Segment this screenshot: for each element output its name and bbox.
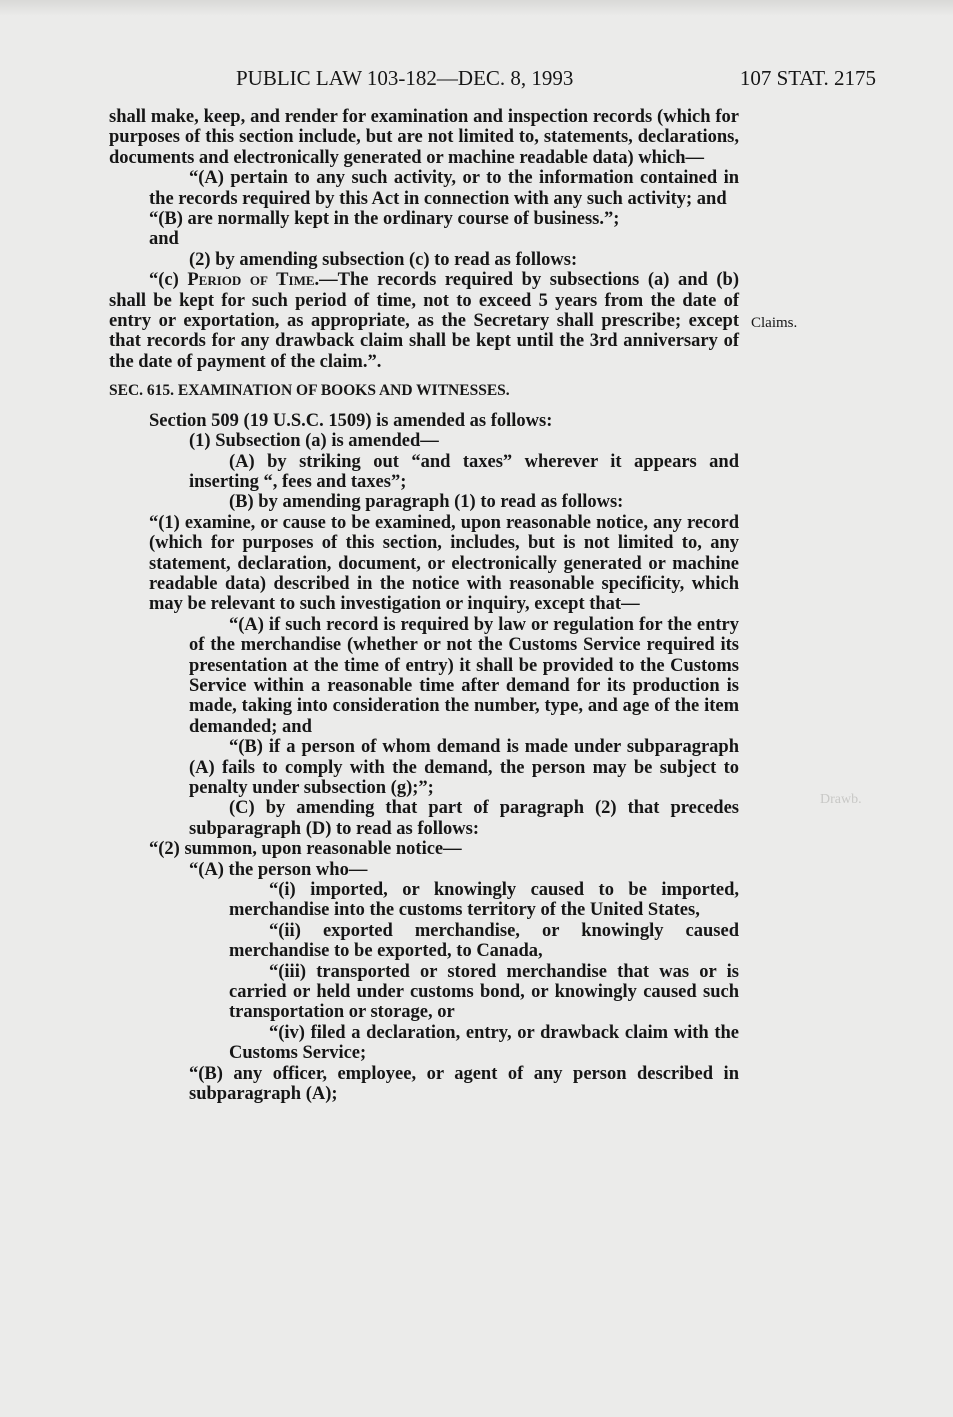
running-title: PUBLIC LAW 103-182—DEC. 8, 1993	[236, 66, 574, 90]
paragraph: (2) by amending subsection (c) to read as follows:	[189, 249, 578, 270]
scan-edge	[0, 0, 953, 16]
margin-note-claims: Claims.	[751, 315, 798, 331]
paragraph: and	[149, 229, 179, 250]
paragraph: “(ii) exported merchandise, or knowingly caused merchandise to be exported, to Canada,	[229, 920, 739, 962]
statute-page-number: 107 STAT. 2175	[739, 66, 876, 90]
paragraph: (C) by amending that part of paragraph (2) that precedes subparagraph (D) to read as follows:	[189, 798, 739, 839]
paragraph: “(B) any officer, employee, or agent of any person described in subparagraph (A);	[189, 1063, 739, 1105]
subsection-c	[109, 270, 739, 372]
paragraph: “(A) pertain to any such activity, or to the information contained in the records required by this Act in connection with any such activity; and	[149, 168, 739, 209]
paragraph: “(B) are normally kept in the ordinary course of business.”;	[149, 209, 620, 230]
subsection-label: “(c)	[149, 270, 188, 291]
paragraph: “(A) if such record is required by law or regulation for the entry of the merchandise (whether or not the Customs Service required its presentation at the time of entry) it shall be provided to the Customs Service within a reasonable time after demand for its production is made, taking into consideration the number, type, and age of the item demanded; and	[189, 614, 739, 737]
paragraph: “(B) if a person of whom demand is made under subparagraph (A) fails to comply with the demand, the person may be subject to penalty under subsection (g);”;	[189, 737, 739, 798]
paragraph: “(i) imported, or knowingly caused to be imported, merchandise into the customs territory of the United States,	[229, 880, 739, 921]
statute-body	[109, 107, 739, 1105]
paragraph: Section 509 (19 U.S.C. 1509) is amended as follows:	[149, 410, 553, 431]
subsection-heading: Period of Time	[187, 270, 315, 291]
paragraph: “(iv) filed a declaration, entry, or drawback claim with the Customs Service;	[229, 1022, 739, 1064]
section-heading: SEC. 615. EXAMINATION OF BOOKS AND WITNESSES.	[109, 382, 510, 400]
paragraph: “(2) summon, upon reasonable notice—	[149, 839, 462, 860]
paragraph: (1) Subsection (a) is amended—	[189, 431, 439, 452]
paragraph: “(1) examine, or cause to be examined, upon reasonable notice, any record (which for purposes of this section, includes, but is not limited to, any statement, declaration, document, or electronically generated or machine readable data) described in the notice with reasonable specificity, which may be relevant to such investigation or inquiry, except that—	[149, 512, 739, 615]
page-header	[236, 66, 876, 96]
paragraph: (A) by striking out “and taxes” wherever it appears and inserting “, fees and taxes”;	[189, 451, 739, 492]
paragraph: “(A) the person who—	[189, 859, 368, 880]
bleed-through-note: Drawb.	[820, 792, 862, 807]
subsection-text: .—The records required by subsections (a) and (b) shall be kept for such period of time, not to exceed 5 years from the date of entry or exportation, as appropriate, as the Secretary shall prescribe; except that records for any drawback claim shall be kept until the 3rd anniversary of the date of payment of the claim.”.	[109, 270, 739, 372]
paragraph: “(iii) transported or stored merchandise that was or is carried or held under customs bond, or knowingly caused such transportation or storage, or	[229, 961, 739, 1023]
paragraph: shall make, keep, and render for examination and inspection records (which for purposes of this section include, but are not limited to, statements, declarations, documents and electronically generated or machine readable data) which—	[109, 107, 739, 168]
paragraph: (B) by amending paragraph (1) to read as follows:	[229, 492, 624, 513]
